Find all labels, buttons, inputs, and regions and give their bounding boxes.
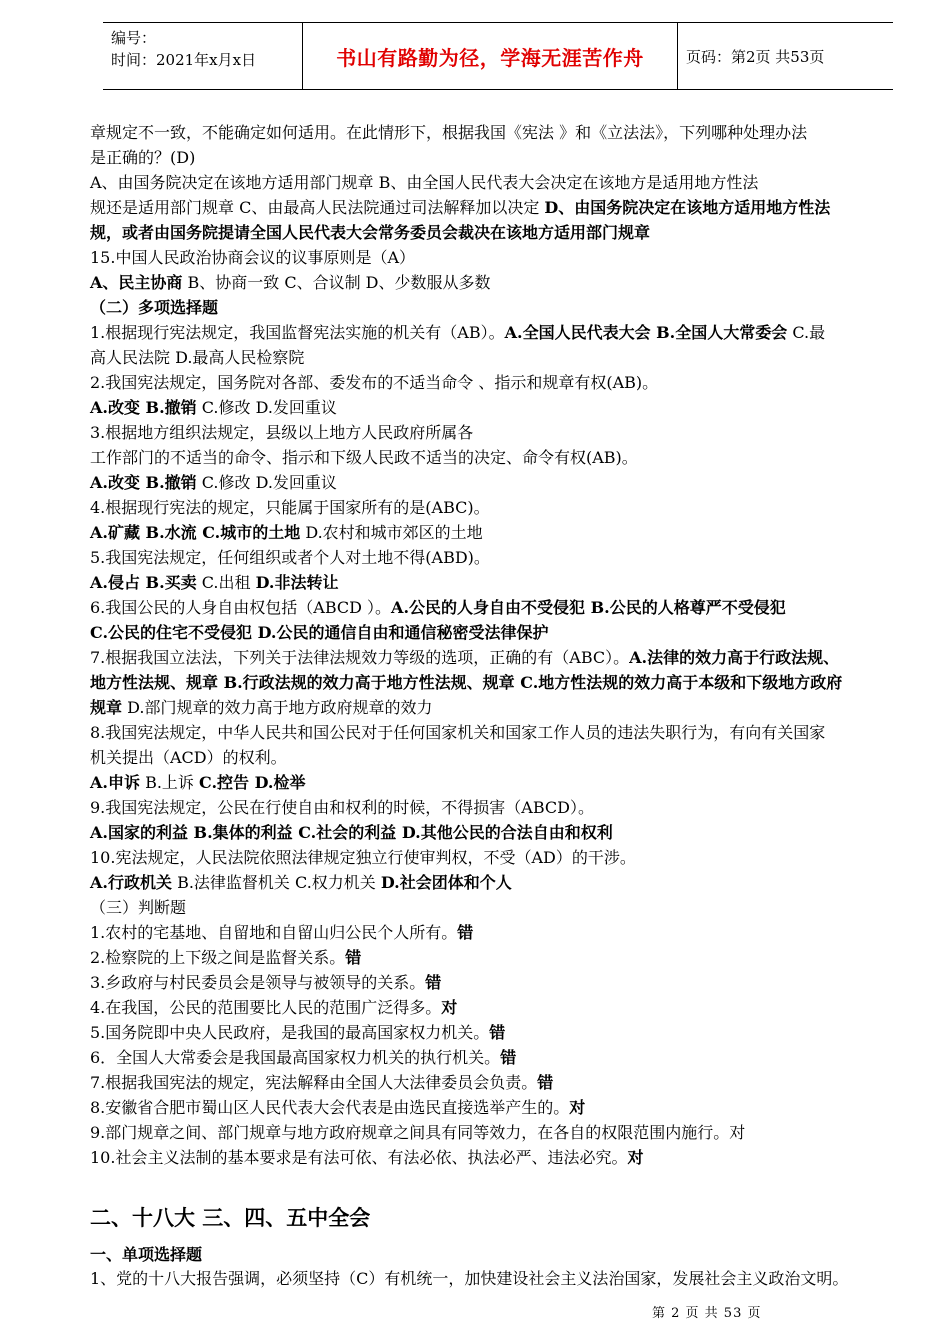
bold-text: A.公民的人身自由不受侵犯 B.公民的人格尊严不受侵犯 [391,598,786,617]
text-segment: 章规定不一致，不能确定如何适用。在此情形下，根据我国《宪法 》和《立法法》，下列哪种处理办法 [90,123,808,142]
text-segment: D.农村和城市郊区的土地 [300,523,483,542]
text-line [90,1095,910,1120]
text-line [90,795,910,820]
text-segment: B、协商一致 C、合议制 D、少数服从多数 [182,273,491,292]
text-segment: 1.农村的宅基地、自留地和自留山归公民个人所有。 [90,923,458,942]
text-line [90,920,910,945]
bold-text: 错 [489,1023,506,1042]
text-segment: 7.根据我国立法法，下列关于法律法规效力等级的选项，正确的有（ABC）。 [90,648,630,667]
bold-text: 对 [627,1148,644,1167]
text-segment: 高人民法院 D.最高人民检察院 [90,348,305,367]
text-line [90,1045,910,1070]
text-segment: C.出租 [196,573,256,592]
bold-text: 地方性法规、规章 B.行政法规的效力高于地方性法规、规章 C.地方性法规的效力高于本级和下级地方政府 [90,673,843,692]
text-segment: 4.在我国，公民的范围要比人民的范围广泛得多。 [90,998,442,1017]
text-line [90,1120,910,1145]
bold-text: D、由国务院决定在该地方适用地方性法 [544,198,831,217]
text-line [90,570,910,595]
bold-text: A.国家的利益 B.集体的利益 C.社会的利益 D.其他公民的合法自由和权利 [90,823,613,842]
text-line [90,395,910,420]
text-line [90,720,910,745]
text-segment: 8.我国宪法规定，中华人民共和国公民对于任何国家机关和国家工作人员的违法失职行为，有向有关国家 [90,723,826,742]
text-segment: C.修改 D.发回重议 [196,398,337,417]
bold-text: 对 [441,998,458,1017]
text-line [90,770,910,795]
text-line [90,970,910,995]
bold-text: 错 [457,923,474,942]
text-segment: 10.宪法规定，人民法院依照法律规定独立行使审判权，不受（AD）的干涉。 [90,848,636,867]
text-line [90,670,910,695]
bold-text: A.改变 B.撤销 [90,473,197,492]
bold-text: 规，或者由国务院提请全国人民代表大会常务委员会裁决在该地方适用部门规章 [90,223,651,242]
text-segment: D.部门规章的效力高于地方政府规章的效力 [122,698,433,717]
text-segment: 6.我国公民的人身自由权包括（ABCD ）。 [90,598,392,617]
text-line [90,870,910,895]
text-line [90,295,910,320]
header-time-label: 时间：2021年x月x日 [111,51,257,69]
bold-text: A.全国人民代表大会 B.全国人大常委会 [504,323,788,342]
bold-text: A.侵占 B.买卖 [90,573,197,592]
text-line [90,1070,910,1095]
text-segment: 工作部门的不适当的命令、指示和下级人民政不适当的决定、命令有权(AB)。 [90,448,638,467]
text-segment: 10.社会主义法制的基本要求是有法可依、有法必依、执法必严、违法必究。 [90,1148,628,1167]
text-line [90,645,910,670]
bold-text: C.公民的住宅不受侵犯 D.公民的通信自由和通信秘密受法律保护 [90,623,549,642]
text-line [90,1145,910,1170]
text-line [90,345,910,370]
text-line [90,245,910,270]
text-segment: 4.根据现行宪法的规定，只能属于国家所有的是(ABC)。 [90,498,490,517]
text-line [90,620,910,645]
header-page-info: 页码：第2页 共53页 [686,47,825,66]
text-line [90,320,910,345]
text-line [90,195,910,220]
header-motto: 书山有路勤为径，学海无涯苦作舟 [303,23,678,89]
subsection-title: 一、单项选择题 [90,1245,203,1264]
text-segment: 1.根据现行宪法规定，我国监督宪法实施的机关有（AB）。 [90,323,505,342]
text-segment: C.最 [787,323,826,342]
text-line [90,745,910,770]
text-line [90,1020,910,1045]
text-segment: 15.中国人民政治协商会议的议事原则是（A） [90,248,416,267]
text-line [90,995,910,1020]
bold-text: 错 [345,948,362,967]
question-line: 1、党的十八大报告强调，必须坚持（C）有机统一，加快建设社会主义法治国家，发展社会主义政治文明。 [90,1269,849,1288]
header-meta [103,23,303,89]
text-line [90,520,910,545]
text-segment: 5.我国宪法规定，任何组织或者个人对土地不得(ABD)。 [90,548,490,567]
text-line [90,120,910,145]
text-segment: 是正确的？(D) [90,148,196,167]
bold-text: A.申诉 [90,773,140,792]
text-segment: 2.我国宪法规定，国务院对各部、委发布的不适当命令 、指示和规章有权(AB)。 [90,373,659,392]
text-line [90,170,910,195]
text-segment: 3.乡政府与村民委员会是领导与被领导的关系。 [90,973,426,992]
text-segment: 2.检察院的上下级之间是监督关系。 [90,948,346,967]
text-segment: B.上诉 [140,773,200,792]
text-segment: 机关提出（ACD）的权利。 [90,748,287,767]
bold-text: A.法律的效力高于行政法规、 [629,648,840,667]
bold-text: A.行政机关 [90,873,172,892]
text-line [90,420,910,445]
text-segment: 7.根据我国宪法的规定，宪法解释由全国人大法律委员会负责。 [90,1073,538,1092]
text-line [90,470,910,495]
page-header [103,22,893,90]
bold-text: （二）多项选择题 [90,298,219,317]
text-line [90,370,910,395]
document-body [90,120,910,1170]
text-segment: 3.根据地方组织法规定，县级以上地方人民政府所属各 [90,423,474,442]
bold-text: D.社会团体和个人 [380,873,512,892]
bold-text: 错 [537,1073,554,1092]
text-line [90,695,910,720]
bold-text: A、民主协商 [90,273,183,292]
page-footer: 第 2 页 共 53 页 [652,1306,762,1321]
text-segment: A、由国务院决定在该地方适用部门规章 B、由全国人民代表大会决定在该地方是适用地方性法 [90,173,759,192]
bold-text: A.改变 B.撤销 [90,398,197,417]
bold-text: 对 [569,1098,586,1117]
text-segment: （三）判断题 [90,898,187,917]
text-line [90,495,910,520]
section-title: 二、十八大 三、四、五中全会 [90,1205,371,1230]
header-number-label: 编号： [111,29,157,47]
text-line [90,270,910,295]
bold-text: 规章 [90,698,123,717]
text-segment: 5.国务院即中央人民政府，是我国的最高国家权力机关。 [90,1023,490,1042]
text-line [90,445,910,470]
bold-text: 错 [500,1048,517,1067]
text-segment: 9.我国宪法规定，公民在行使自由和权利的时候，不得损害（ABCD）。 [90,798,594,817]
text-line [90,145,910,170]
text-segment: B.法律监督机关 C.权力机关 [172,873,381,892]
bold-text: A.矿藏 B.水流 C.城市的土地 [90,523,301,542]
text-segment: 9.部门规章之间、部门规章与地方政府规章之间具有同等效力，在各自的权限范围内施行。对 [90,1123,746,1142]
text-segment: 6．全国人大常委会是我国最高国家权力机关的执行机关。 [90,1048,501,1067]
bold-text: 错 [425,973,442,992]
text-line [90,545,910,570]
bold-text: C.控告 D.检举 [199,773,306,792]
bold-text: D.非法转让 [255,573,339,592]
text-segment: 规还是适用部门规章 C、由最高人民法院通过司法解释加以决定 [90,198,545,217]
text-segment: 8.安徽省合肥市蜀山区人民代表大会代表是由选民直接选举产生的。 [90,1098,570,1117]
text-line [90,845,910,870]
text-line [90,895,910,920]
text-line [90,820,910,845]
text-line [90,595,910,620]
text-segment: C.修改 D.发回重议 [196,473,337,492]
text-line [90,945,910,970]
text-line [90,220,910,245]
